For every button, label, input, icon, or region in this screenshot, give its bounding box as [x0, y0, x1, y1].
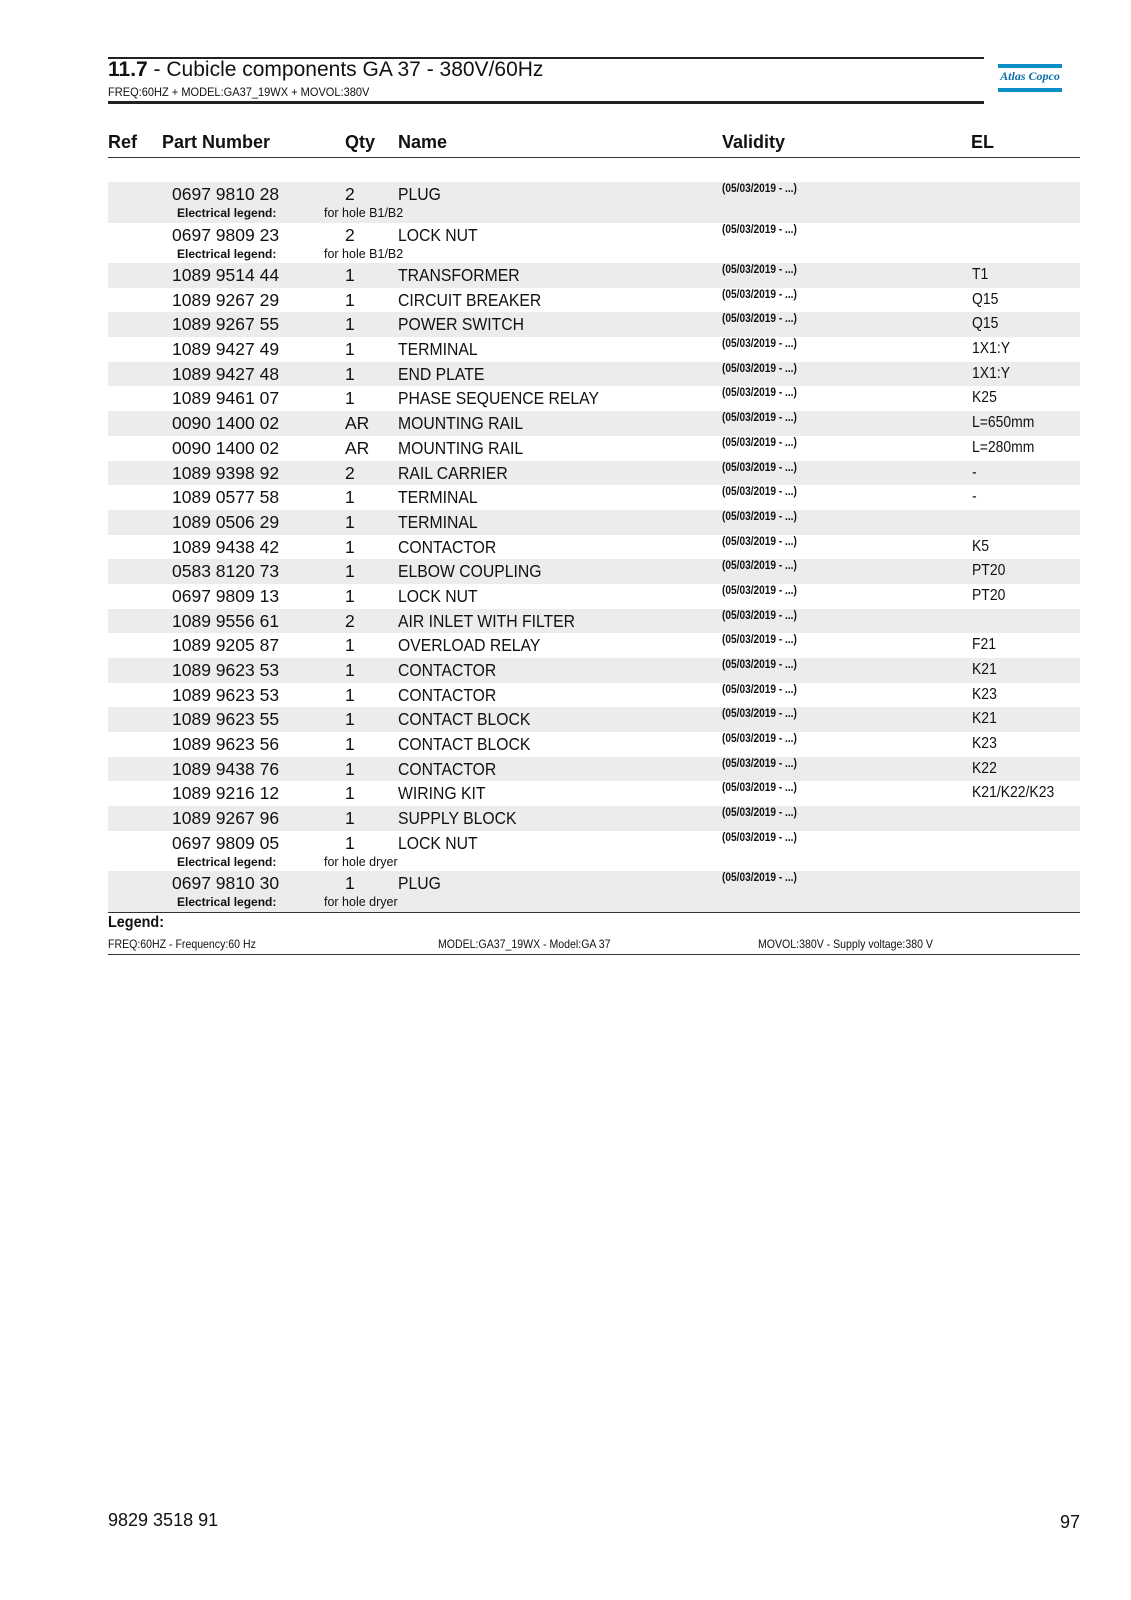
- validity: (05/03/2019 - ...): [722, 584, 797, 597]
- validity: (05/03/2019 - ...): [722, 387, 797, 400]
- legend-item-model: MODEL:GA37_19WX - Model:GA 37: [438, 937, 611, 951]
- validity: (05/03/2019 - ...): [722, 683, 797, 696]
- part-number: 1089 0577 58: [172, 487, 280, 508]
- electrical-reference: K23: [972, 685, 997, 703]
- quantity: 2: [345, 462, 355, 483]
- part-name: PHASE SEQUENCE RELAY: [398, 388, 600, 409]
- part-name: CONTACT BLOCK: [398, 734, 531, 755]
- part-number: 1089 9267 96: [172, 808, 280, 829]
- logo-wordmark: Atlas Copco: [1000, 69, 1060, 83]
- table-row: [108, 288, 1080, 313]
- logo-bar-bottom: [998, 88, 1062, 92]
- legend-title: Legend:: [108, 914, 164, 931]
- quantity: AR: [345, 413, 370, 434]
- validity: (05/03/2019 - ...): [722, 461, 797, 474]
- table-row: [108, 312, 1080, 337]
- validity: (05/03/2019 - ...): [722, 757, 797, 770]
- part-name: CONTACTOR: [398, 684, 497, 705]
- quantity: 1: [345, 314, 355, 335]
- table-row: [108, 535, 1080, 560]
- part-number: 1089 9556 61: [172, 610, 280, 631]
- validity: (05/03/2019 - ...): [722, 609, 797, 622]
- electrical-reference: L=650mm: [972, 414, 1035, 432]
- part-name: POWER SWITCH: [398, 314, 524, 335]
- part-name: LOCK NUT: [398, 224, 478, 245]
- table-row: [108, 732, 1080, 757]
- table-row: [108, 806, 1080, 831]
- quantity: 1: [345, 635, 355, 656]
- electrical-reference: PT20: [972, 586, 1006, 604]
- table-row: [108, 757, 1080, 782]
- quantity: 1: [345, 561, 355, 582]
- electrical-legend-label: Electrical legend:: [177, 206, 277, 220]
- validity: (05/03/2019 - ...): [722, 708, 797, 721]
- table-row: [108, 485, 1080, 510]
- part-name: TRANSFORMER: [398, 265, 520, 285]
- header-rule-bottom: [108, 101, 984, 104]
- part-number: 1089 9438 42: [172, 536, 280, 557]
- quantity: 1: [345, 585, 355, 606]
- part-number: 0697 9809 05: [172, 832, 280, 853]
- quantity: 1: [345, 709, 355, 730]
- part-name: MOUNTING RAIL: [398, 437, 524, 458]
- quantity: 1: [345, 487, 355, 508]
- electrical-legend-label: Electrical legend:: [177, 246, 277, 261]
- table-row: [108, 436, 1080, 461]
- page-subtitle: FREQ:60HZ + MODEL:GA37_19WX + MOVOL:380V: [108, 85, 370, 99]
- electrical-reference: K23: [972, 735, 997, 753]
- part-name: AIR INLET WITH FILTER: [398, 610, 576, 631]
- part-name: PLUG: [398, 184, 441, 204]
- validity: (05/03/2019 - ...): [722, 436, 797, 449]
- table-row: [108, 683, 1080, 708]
- electrical-reference: F21: [972, 636, 997, 654]
- electrical-legend-label: Electrical legend:: [177, 854, 277, 869]
- quantity: 1: [345, 660, 355, 680]
- table-row: [108, 707, 1080, 732]
- electrical-reference: K22: [972, 759, 997, 777]
- electrical-reference: K21: [972, 661, 997, 678]
- legend-item-voltage: MOVOL:380V - Supply voltage:380 V: [758, 937, 933, 951]
- table-row: [108, 559, 1080, 584]
- validity: (05/03/2019 - ...): [722, 486, 797, 499]
- electrical-reference: L=280mm: [972, 438, 1035, 456]
- part-name: CONTACTOR: [398, 660, 497, 680]
- part-number: 1089 9205 87: [172, 635, 280, 656]
- legend-item-frequency: FREQ:60HZ - Frequency:60 Hz: [108, 937, 256, 951]
- electrical-reference: Q15: [972, 290, 999, 308]
- quantity: 1: [345, 339, 355, 360]
- validity: (05/03/2019 - ...): [722, 535, 797, 548]
- electrical-legend-text: for hole B1/B2: [324, 206, 404, 220]
- electrical-legend-text: for hole B1/B2: [324, 246, 404, 261]
- electrical-legend-text: for hole dryer: [324, 854, 398, 869]
- atlas-copco-logo: [998, 64, 1062, 94]
- document-number: 9829 3518 91: [108, 1510, 219, 1530]
- table-row: [108, 386, 1080, 411]
- table-row: [108, 609, 1080, 634]
- table-row: [108, 411, 1080, 436]
- part-number: 1089 9623 56: [172, 734, 280, 755]
- table-row: [108, 871, 1080, 912]
- electrical-legend-label: Electrical legend:: [177, 895, 277, 910]
- electrical-reference: T1: [972, 266, 989, 283]
- part-name: OVERLOAD RELAY: [398, 635, 541, 656]
- electrical-reference: K5: [972, 537, 990, 555]
- part-name: TERMINAL: [398, 487, 478, 508]
- validity: (05/03/2019 - ...): [722, 782, 797, 795]
- part-number: 1089 9514 44: [172, 265, 280, 285]
- electrical-legend-text: for hole dryer: [324, 895, 398, 910]
- electrical-reference: PT20: [972, 562, 1006, 580]
- validity: (05/03/2019 - ...): [722, 733, 797, 746]
- part-name: MOUNTING RAIL: [398, 413, 524, 434]
- table-row: [108, 223, 1080, 264]
- validity: (05/03/2019 - ...): [722, 807, 797, 820]
- part-number: 0090 1400 02: [172, 437, 280, 458]
- table-row: [108, 510, 1080, 535]
- part-number: 0697 9809 13: [172, 585, 280, 606]
- electrical-reference: Q15: [972, 315, 999, 333]
- validity: (05/03/2019 - ...): [722, 288, 797, 301]
- part-name: RAIL CARRIER: [398, 462, 508, 483]
- part-number: 0583 8120 73: [172, 561, 280, 582]
- part-number: 1089 9427 48: [172, 363, 280, 384]
- quantity: 1: [345, 684, 355, 705]
- quantity: 1: [345, 388, 355, 409]
- column-header-el: EL: [971, 132, 995, 152]
- legend-rule-bottom: [108, 954, 1080, 955]
- table-row: [108, 658, 1080, 683]
- electrical-reference: -: [972, 463, 977, 481]
- section-number: 11.7: [108, 58, 148, 81]
- logo-bar-top: [998, 64, 1062, 68]
- part-number: 1089 9438 76: [172, 758, 280, 779]
- part-name: CIRCUIT BREAKER: [398, 289, 542, 310]
- part-number: 1089 9623 53: [172, 684, 280, 705]
- electrical-reference: 1X1:Y: [972, 364, 1011, 382]
- table-row: [108, 362, 1080, 387]
- part-name: END PLATE: [398, 363, 485, 384]
- electrical-reference: -: [972, 488, 977, 506]
- quantity: 1: [345, 832, 355, 853]
- validity: (05/03/2019 - ...): [722, 264, 797, 276]
- table-row: [108, 182, 1080, 223]
- column-header-qty: Qty: [345, 132, 376, 152]
- quantity: 1: [345, 363, 355, 384]
- quantity: 2: [345, 224, 355, 245]
- validity: (05/03/2019 - ...): [722, 872, 797, 885]
- validity: (05/03/2019 - ...): [722, 313, 797, 326]
- column-header-part-number: Part Number: [162, 132, 271, 152]
- part-number: 1089 9461 07: [172, 388, 280, 409]
- quantity: 1: [345, 734, 355, 755]
- electrical-reference: K21/K22/K23: [972, 784, 1055, 802]
- quantity: 1: [345, 808, 355, 829]
- part-number: 0697 9809 23: [172, 224, 280, 245]
- part-name: CONTACT BLOCK: [398, 709, 531, 730]
- column-header-rule: [108, 157, 1080, 158]
- part-number: 1089 9267 29: [172, 289, 280, 310]
- part-name: WIRING KIT: [398, 783, 486, 804]
- quantity: 1: [345, 511, 355, 532]
- validity: (05/03/2019 - ...): [722, 510, 797, 523]
- quantity: 1: [345, 265, 355, 285]
- quantity: 2: [345, 610, 355, 631]
- validity: (05/03/2019 - ...): [722, 412, 797, 425]
- validity: (05/03/2019 - ...): [722, 338, 797, 351]
- validity: (05/03/2019 - ...): [722, 831, 797, 844]
- parts-table: [108, 182, 1080, 912]
- part-name: CONTACTOR: [398, 536, 497, 557]
- quantity: 1: [345, 536, 355, 557]
- part-name: LOCK NUT: [398, 585, 478, 606]
- legend-rule-top: [108, 912, 1080, 913]
- electrical-reference: K21: [972, 710, 997, 728]
- part-name: SUPPLY BLOCK: [398, 808, 517, 829]
- quantity: 1: [345, 783, 355, 804]
- table-row: [108, 584, 1080, 609]
- part-name: TERMINAL: [398, 511, 478, 532]
- table-row: [108, 461, 1080, 486]
- quantity: 1: [345, 289, 355, 310]
- table-row: [108, 337, 1080, 362]
- part-name: ELBOW COUPLING: [398, 561, 542, 582]
- electrical-reference: K25: [972, 389, 997, 407]
- part-name: PLUG: [398, 873, 441, 894]
- table-row: [108, 781, 1080, 806]
- section-title: - Cubicle components GA 37 - 380V/60Hz: [147, 58, 544, 81]
- quantity: 1: [345, 758, 355, 779]
- electrical-reference: 1X1:Y: [972, 340, 1011, 358]
- part-name: TERMINAL: [398, 339, 478, 360]
- validity: (05/03/2019 - ...): [722, 560, 797, 573]
- part-number: 1089 9623 53: [172, 660, 280, 680]
- part-number: 1089 9427 49: [172, 339, 280, 360]
- part-number: 1089 9623 55: [172, 709, 280, 730]
- part-number: 1089 0506 29: [172, 511, 280, 532]
- page-number: 97: [1059, 1512, 1080, 1532]
- quantity: AR: [345, 437, 370, 458]
- table-row: [108, 633, 1080, 658]
- part-name: CONTACTOR: [398, 758, 497, 779]
- part-number: 0697 9810 28: [172, 184, 280, 204]
- part-number: 1089 9398 92: [172, 462, 280, 483]
- part-number: 1089 9267 55: [172, 314, 280, 335]
- column-header-name: Name: [398, 132, 448, 152]
- validity: (05/03/2019 - ...): [722, 659, 797, 671]
- column-header-validity: Validity: [722, 132, 786, 152]
- part-number: 0090 1400 02: [172, 413, 280, 434]
- column-header-ref: Ref: [108, 132, 138, 152]
- quantity: 1: [345, 873, 355, 894]
- part-number: 1089 9216 12: [172, 783, 280, 804]
- table-row: [108, 831, 1080, 872]
- validity: (05/03/2019 - ...): [722, 223, 797, 236]
- part-number: 0697 9810 30: [172, 873, 280, 894]
- table-row: [108, 263, 1080, 288]
- page-title: [108, 58, 543, 82]
- validity: (05/03/2019 - ...): [722, 362, 797, 375]
- validity: (05/03/2019 - ...): [722, 183, 797, 195]
- validity: (05/03/2019 - ...): [722, 634, 797, 647]
- quantity: 2: [345, 184, 355, 204]
- part-name: LOCK NUT: [398, 832, 478, 853]
